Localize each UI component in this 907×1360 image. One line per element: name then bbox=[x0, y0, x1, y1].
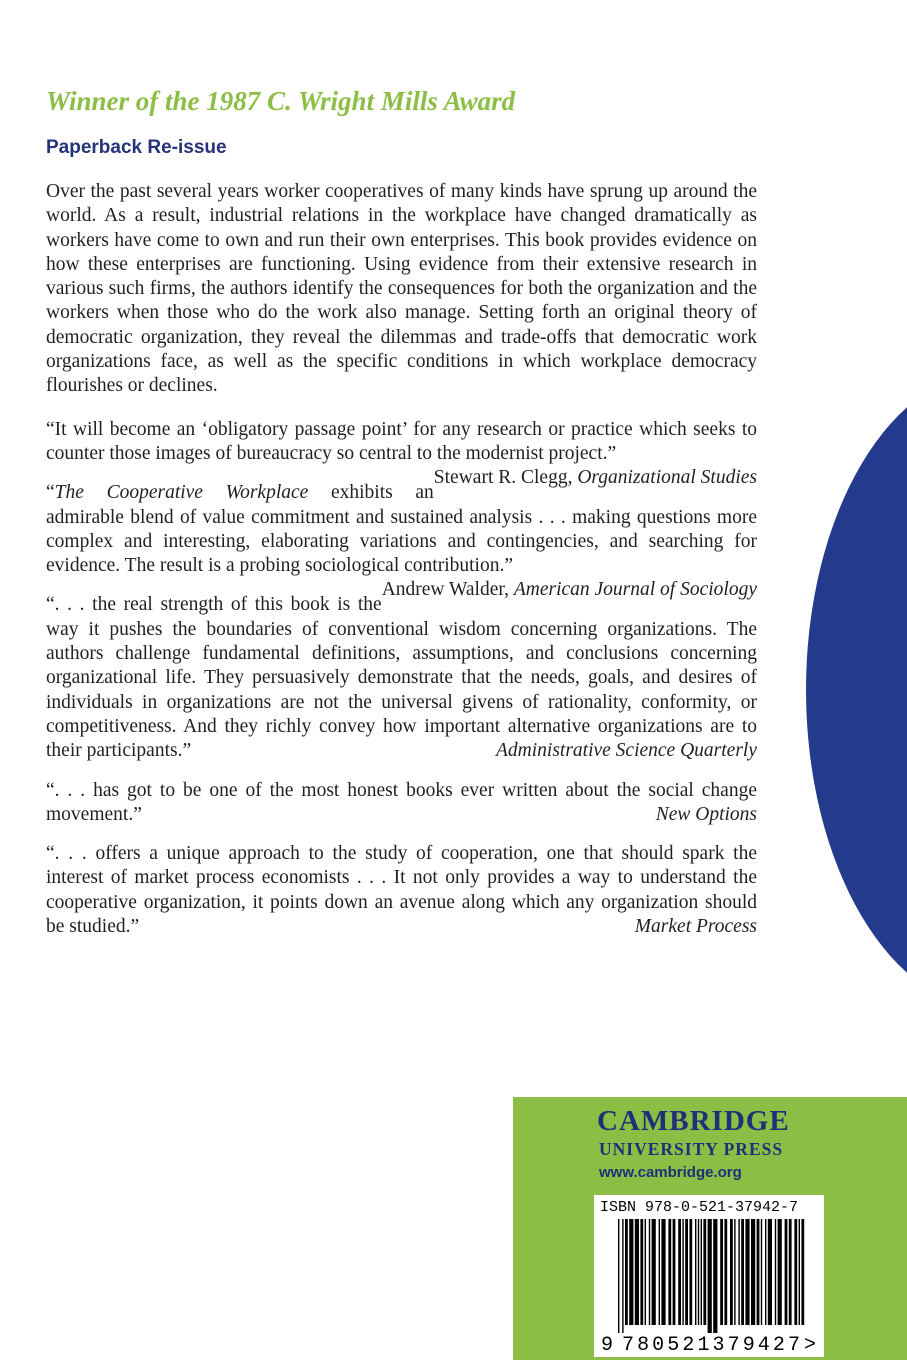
barcode-bar bbox=[673, 1219, 676, 1325]
barcode-bar bbox=[635, 1219, 639, 1325]
barcode-bar bbox=[794, 1219, 797, 1325]
barcode-bar bbox=[678, 1219, 681, 1325]
barcode-first-digit: 9 bbox=[601, 1334, 614, 1357]
back-cover-text bbox=[46, 84, 757, 939]
publisher-name: CAMBRIDGE bbox=[597, 1105, 790, 1137]
barcode-bar bbox=[720, 1219, 723, 1325]
barcode-bar bbox=[778, 1219, 782, 1325]
quote-attribution bbox=[382, 578, 757, 602]
barcode-bar bbox=[668, 1219, 671, 1325]
quote-source: Administrative Science Quarterly bbox=[495, 740, 757, 762]
quote-prefix: “ bbox=[46, 482, 55, 504]
quote-source: Organizational Studies bbox=[577, 467, 757, 489]
barcode-bar bbox=[751, 1219, 755, 1325]
barcode-bar bbox=[652, 1219, 656, 1325]
quote-author: Andrew Walder, bbox=[381, 579, 514, 601]
award-heading: Winner of the 1987 C. Wright Mills Award bbox=[46, 86, 516, 116]
barcode-bar bbox=[708, 1219, 712, 1333]
barcode-bar bbox=[801, 1219, 804, 1325]
barcode-bar bbox=[799, 1219, 800, 1325]
review-quote-3 bbox=[46, 593, 757, 763]
publisher-url: www.cambridge.org bbox=[599, 1164, 742, 1181]
barcode-bar bbox=[622, 1219, 623, 1333]
quote-author: Stewart R. Clegg, bbox=[433, 467, 578, 489]
barcode-bar bbox=[689, 1219, 692, 1325]
review-quote-1 bbox=[46, 418, 757, 489]
book-description: Over the past several years worker cooperatives of many kinds have sprung up around the world. As a result, industrial relations in the workplace have changed dramatically as workers have come to own and run their own enterprises. This book provides evidence on how these enterprises are functioning. Using evidence from their extensive research in various such firms, the authors identify the consequences for both the organization and the workers when those who do the work also manage. Setting forth an original theory of democratic organization, they reveal the dilemmas and trade-offs that democratic work organizations face, as well as the specific conditions in which workplace democracy flourishes or declines. bbox=[46, 181, 757, 397]
quote-text: “. . . offers a unique approach to the study of cooperation, one that should spark the interest of market process economists . . . It not only provides a way to understand the cooperative organization, it points down an avenue along which any organization should be studied.” bbox=[46, 843, 757, 938]
quote-attribution bbox=[434, 466, 757, 490]
barcode-bar bbox=[698, 1219, 699, 1325]
barcode-bar bbox=[625, 1219, 628, 1325]
barcode-digits: 780521379427 bbox=[622, 1334, 800, 1357]
barcode-bar bbox=[741, 1219, 744, 1325]
barcode-bar bbox=[618, 1219, 619, 1333]
barcode-bar bbox=[789, 1219, 792, 1325]
publisher-subtitle: UNIVERSITY PRESS bbox=[599, 1139, 784, 1159]
barcode-bar bbox=[730, 1219, 733, 1325]
barcode-bar bbox=[649, 1219, 650, 1325]
barcode-end-mark: > bbox=[804, 1334, 817, 1357]
barcode-bar bbox=[775, 1219, 776, 1325]
quote-source: Market Process bbox=[634, 916, 757, 938]
isbn-label: ISBN 978-0-521-37942-7 bbox=[600, 1199, 799, 1216]
isbn-barcode bbox=[594, 1195, 824, 1357]
barcode-bar bbox=[703, 1219, 706, 1325]
barcode-bar bbox=[701, 1219, 702, 1325]
quote-text: exhibits an admirable blend of value commitment and sustained analysis . . . making questions more complex and interesting, elaborating variations and contingencies, and searching for evidence. The result is a probing sociological contribution.” bbox=[46, 482, 757, 577]
barcode-bar bbox=[695, 1219, 696, 1325]
review-quote-5 bbox=[46, 842, 757, 939]
quote-text: “. . . the real strength of this book is the way it pushes the boundaries of conventional wisdom concerning organizations. The authors challenge fundamental definitions, assumptions, and conclusions concerning organizational life. They persuasively demonstrate that the needs, goals, and desires of individuals in organizations are not the universal givens of rationality, conformity, or competitiveness. And they richly convey how important alternative organizations are to their participants.” bbox=[46, 594, 757, 762]
barcode-bars bbox=[618, 1219, 804, 1333]
barcode-bar bbox=[640, 1219, 643, 1325]
decorative-blue-arc bbox=[806, 370, 907, 1010]
quote-text: “It will become an ‘obligatory passage point’ for any research or practice which seeks to counter those images of bureaucracy so central to the modernist project.” bbox=[46, 418, 757, 464]
barcode-bar bbox=[765, 1219, 766, 1325]
barcode-bar bbox=[685, 1219, 688, 1325]
barcode-bar bbox=[761, 1219, 762, 1325]
edition-label: Paperback Re-issue bbox=[46, 137, 227, 158]
barcode-bar bbox=[738, 1219, 739, 1325]
barcode-bar bbox=[757, 1219, 760, 1325]
quote-source: American Journal of Sociology bbox=[513, 579, 757, 601]
barcode-bar bbox=[745, 1219, 749, 1325]
barcode-bar bbox=[682, 1219, 683, 1325]
barcode-bar bbox=[645, 1219, 646, 1325]
quote-source: New Options bbox=[655, 803, 757, 825]
barcode-bar bbox=[661, 1219, 665, 1325]
barcode-bar bbox=[768, 1219, 772, 1325]
barcode-bar bbox=[659, 1219, 660, 1325]
barcode-bar bbox=[785, 1219, 788, 1325]
barcode-bar bbox=[629, 1219, 633, 1325]
review-quote-2 bbox=[46, 481, 757, 601]
barcode-bar bbox=[734, 1219, 735, 1325]
review-quote-4 bbox=[46, 779, 757, 828]
book-title: The Cooperative Workplace bbox=[54, 482, 309, 504]
quote-text: “. . . has got to be one of the most honest books ever written about the social change movement.” bbox=[46, 779, 757, 825]
barcode-bar bbox=[713, 1219, 717, 1333]
barcode-graphic bbox=[594, 1195, 824, 1357]
barcode-bar bbox=[724, 1219, 727, 1325]
publisher-panel bbox=[513, 1097, 907, 1360]
